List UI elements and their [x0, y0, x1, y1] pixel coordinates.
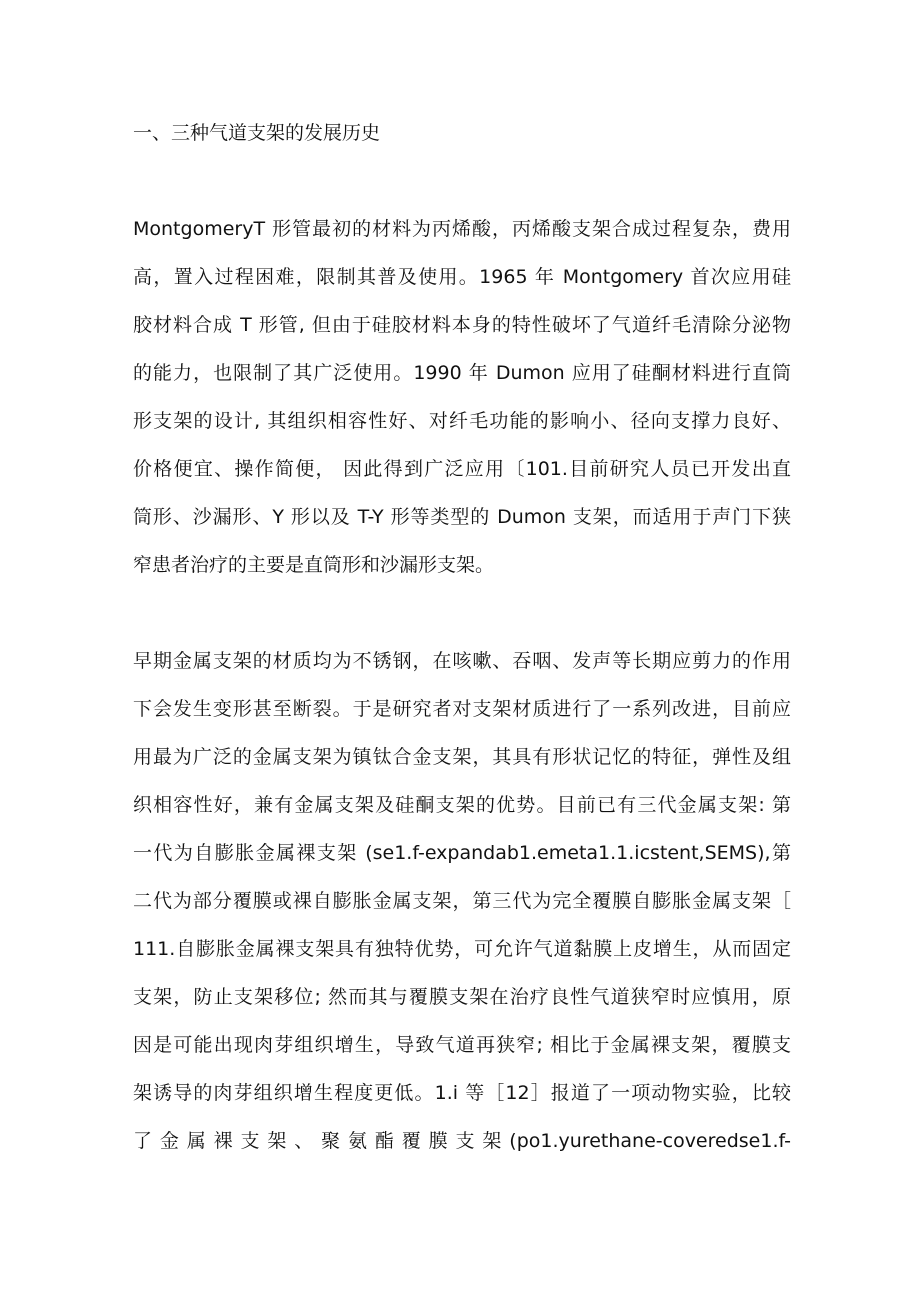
paragraph-line: 形支架的设计, 其组织相容性好、对纤毛功能的影响小、径向支撑力良好、 [133, 410, 791, 432]
paragraph-line: 织相容性好，兼有金属支架及硅酮支架的优势。目前已有三代金属支架: 第 [133, 794, 791, 816]
paragraph-line: 下会发生变形甚至断裂。于是研究者对支架材质进行了一系列改进，目前应 [133, 698, 791, 720]
paragraph-line: 111.自膨胀金属裸支架具有独特优势，可允许气道黏膜上皮增生，从而固定 [133, 938, 791, 960]
paragraph-line: 了 金 属 裸 支 架 、 聚 氨 酯 覆 膜 支 架 (po1.yurethane-coveredse1.f- [133, 1130, 791, 1152]
paragraph-line: 窄患者治疗的主要是直筒形和沙漏形支架。 [133, 554, 495, 576]
paragraph-line: 早期金属支架的材质均为不锈钢，在咳嗽、吞咽、发声等长期应剪力的作用 [133, 650, 791, 672]
paragraph-line: 价格便宜、操作简便， 因此得到广泛应用〔101.目前研究人员已开发出直 [133, 458, 791, 480]
paragraph-line: 高，置入过程困难，限制其普及使用。1965 年 Montgomery 首次应用硅 [133, 266, 791, 288]
paragraph-line: 用最为广泛的金属支架为镇钛合金支架，其具有形状记忆的特征，弹性及组 [133, 746, 791, 768]
paragraph-line: 的能力，也限制了其广泛使用。1990 年 Dumon 应用了硅酮材料进行直筒 [133, 362, 791, 384]
paragraph-line: 因是可能出现肉芽组织增生，导致气道再狭窄; 相比于金属裸支架，覆膜支 [133, 1034, 791, 1056]
paragraph-line: 胶材料合成 T 形管, 但由于硅胶材料本身的特性破坏了气道纤毛清除分泌物 [133, 314, 791, 336]
paragraph-line: 架诱导的肉芽组织增生程度更低。1.i 等［12］报道了一项动物实验，比较 [133, 1082, 791, 1104]
section-heading: 一、三种气道支架的发展历史 [133, 122, 381, 144]
paragraph-line: 筒形、沙漏形、Y 形以及 T-Y 形等类型的 Dumon 支架，而适用于声门下狭 [133, 506, 791, 528]
paragraph-line: 支架，防止支架移位; 然而其与覆膜支架在治疗良性气道狭窄时应慎用，原 [133, 986, 791, 1008]
paragraph-line: MontgomeryT 形管最初的材料为丙烯酸，丙烯酸支架合成过程复杂，费用 [133, 218, 791, 240]
paragraph-line: 二代为部分覆膜或裸自膨胀金属支架，第三代为完全覆膜自膨胀金属支架［ [133, 890, 791, 912]
paragraph-line: 一代为自膨胀金属裸支架 (se1.f-expandab1.emeta1.1.icstent,SEMS),第 [133, 842, 791, 864]
